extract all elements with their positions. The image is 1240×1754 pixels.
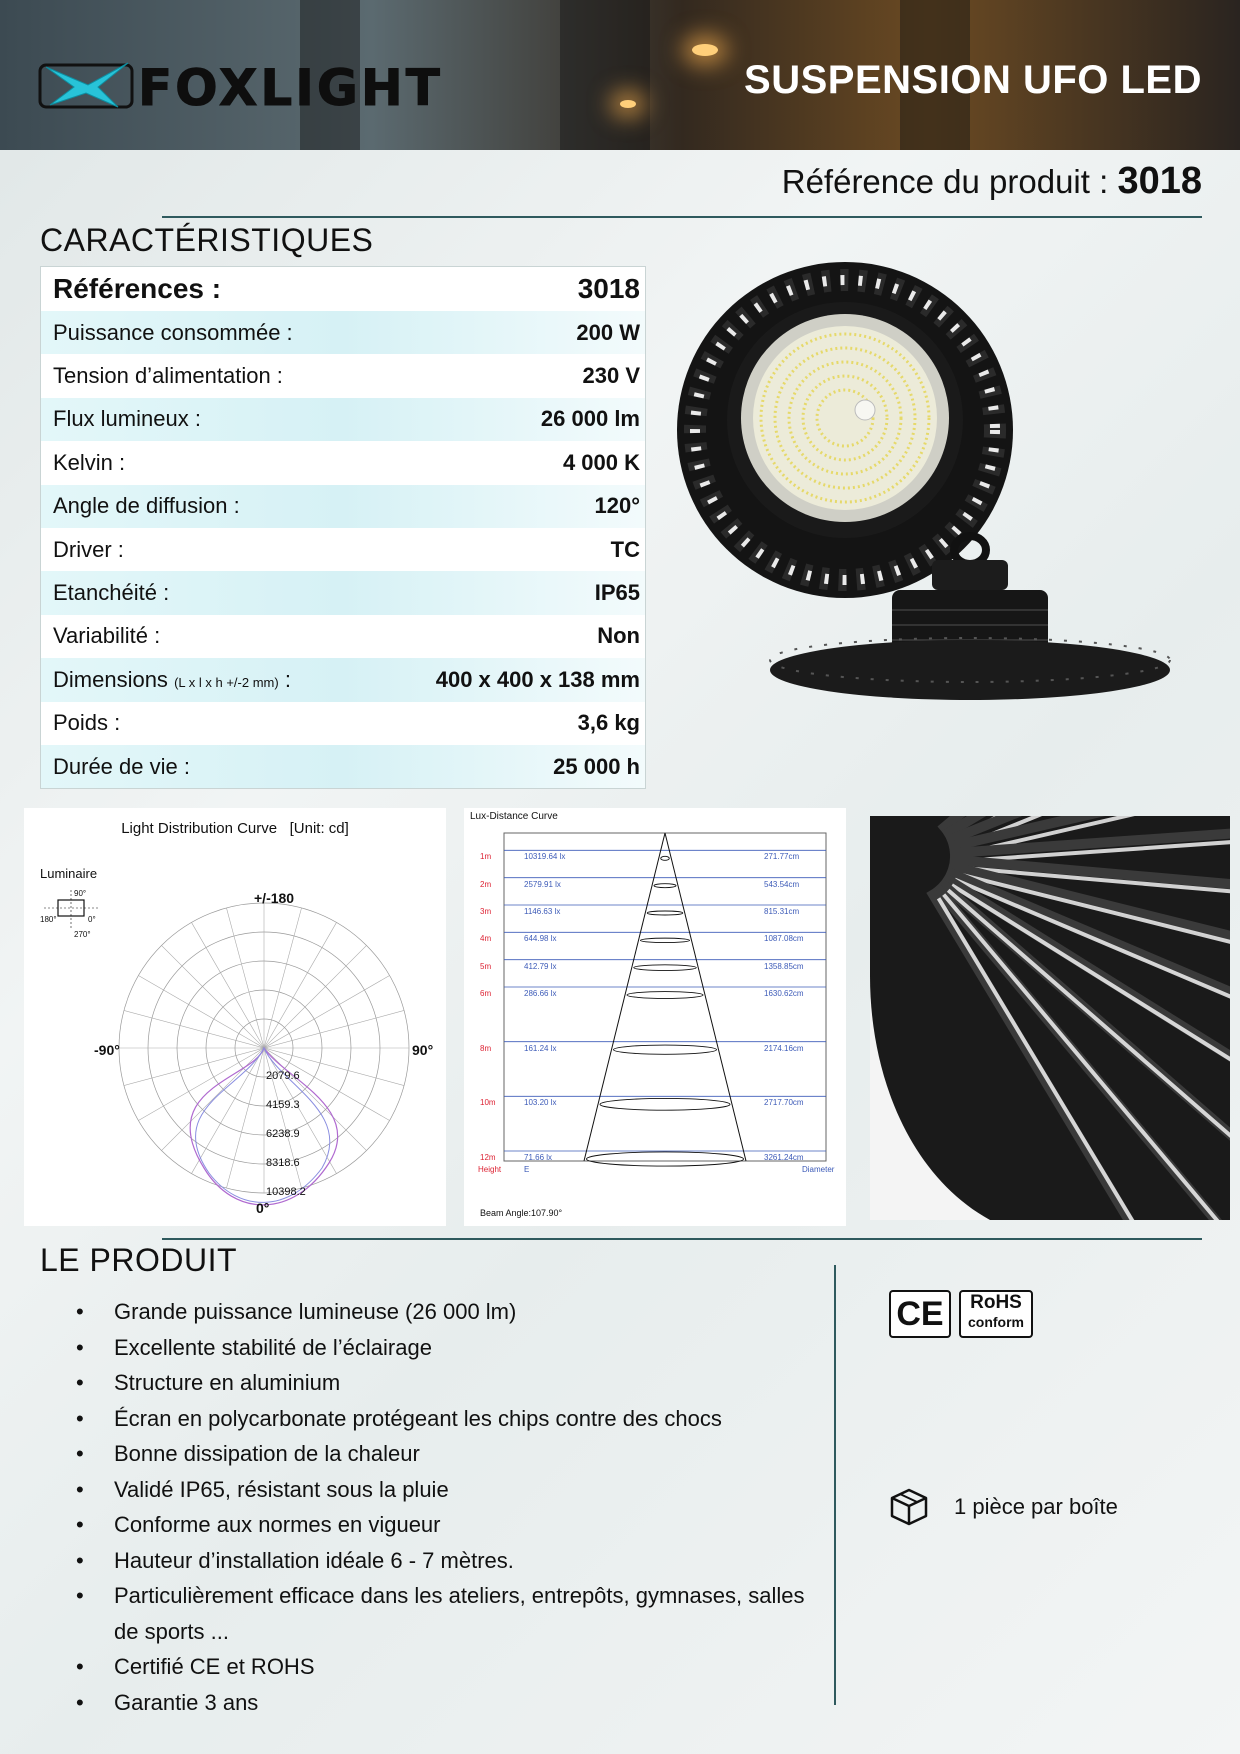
ce-mark-icon: CE — [889, 1290, 951, 1338]
table-row — [41, 615, 645, 658]
lux-illuminance-label: 2579.91 lx — [524, 879, 561, 889]
spec-label: Driver : — [53, 536, 124, 562]
lux-illuminance-label: 1146.63 lx — [524, 907, 561, 916]
lux-distance-panel — [464, 808, 846, 1226]
beam-section-ellipse — [627, 992, 703, 999]
ufo-top-view — [677, 262, 1013, 598]
spec-label: Poids : — [53, 710, 121, 736]
spec-value: 25 000 h — [553, 753, 640, 779]
luminaire-mark: 0° — [88, 915, 96, 924]
brand-name: FOXLIGHT — [138, 59, 443, 117]
product-type-title: SUSPENSION UFO LED — [744, 58, 1202, 102]
list-item: • Grande puissance lumineuse (26 000 lm) — [70, 1294, 830, 1330]
spec-value: 200 W — [576, 319, 640, 345]
angle-label-bottom: 0° — [256, 1200, 270, 1216]
column-header-height: Height — [478, 1165, 502, 1174]
lux-illuminance-label: 644.98 lx — [524, 934, 557, 944]
list-item: • Particulièrement efficace dans les ateliers, entrepôts, gymnases, salles de sports ... — [70, 1578, 830, 1649]
divider — [162, 216, 1202, 218]
polar-chart — [24, 808, 446, 1226]
angle-label-top: +/-180 — [254, 890, 295, 906]
spec-value: 4 000 K — [562, 449, 640, 475]
lux-diameter-label: 2717.70cm — [764, 1098, 804, 1108]
spec-value: 3,6 kg — [577, 710, 640, 736]
spec-label: Kelvin : — [53, 449, 126, 475]
rohs-conform-text: conform — [968, 1314, 1024, 1330]
banner-lamp-glow — [692, 44, 718, 56]
table-row — [41, 702, 645, 745]
list-item: • Bonne dissipation de la chaleur — [70, 1436, 830, 1472]
luminaire-mark: 270° — [74, 930, 91, 939]
beam-section-ellipse — [640, 938, 689, 942]
divider — [162, 1238, 1202, 1240]
beam-section-ellipse — [634, 965, 697, 971]
table-row — [41, 745, 645, 788]
table-row — [41, 528, 645, 571]
beam-section-ellipse — [654, 884, 676, 888]
angle-label-right: 90° — [412, 1042, 434, 1058]
spec-value: 3018 — [577, 273, 640, 304]
spec-label: Références : — [53, 273, 222, 304]
table-row — [41, 311, 645, 354]
spec-value: 400 x 400 x 138 mm — [435, 666, 640, 692]
rohs-conform-icon — [959, 1290, 1033, 1338]
table-row — [41, 441, 645, 484]
ring-label: 10398.2 — [266, 1186, 306, 1198]
luminaire-label: Luminaire — [40, 866, 98, 881]
lux-diameter-label: 1358.85cm — [764, 961, 804, 971]
beam-section-ellipse — [661, 856, 670, 860]
dimensions-note: (L x l x h +/-2 mm) — [174, 674, 279, 690]
box-icon — [888, 1486, 930, 1528]
column-header-diameter: Diameter — [802, 1165, 835, 1174]
light-distribution-panel — [24, 808, 446, 1226]
beam-section-ellipse — [613, 1045, 716, 1054]
lux-illuminance-label: 286.66 lx — [524, 989, 557, 998]
spec-value: 120° — [594, 493, 640, 519]
beam-section-ellipse — [647, 911, 683, 915]
lux-height-label: 2m — [480, 879, 492, 889]
specs-table — [40, 266, 646, 789]
beam-edge-left — [584, 833, 665, 1161]
list-item: • Écran en polycarbonate protégeant les chips contre des chocs — [70, 1401, 830, 1437]
ldc-unit: [Unit: cd] — [289, 820, 349, 837]
spec-label: Angle de diffusion : — [53, 493, 240, 519]
lux-height-label: 5m — [480, 961, 492, 971]
packaging-text: 1 pièce par boîte — [954, 1494, 1118, 1519]
table-row — [41, 658, 645, 701]
lux-diameter-label: 815.31cm — [764, 907, 800, 916]
ring-label: 8318.6 — [266, 1157, 300, 1169]
product-photo — [670, 260, 1210, 790]
lux-diameter-label: 1087.08cm — [764, 934, 804, 944]
table-row — [41, 571, 645, 614]
vertical-divider — [834, 1265, 836, 1705]
spec-label: Variabilité : — [53, 623, 161, 649]
product-section-title: LE PRODUIT — [40, 1242, 238, 1278]
ldc-title-text: Light Distribution Curve — [121, 820, 278, 837]
list-item: • Conforme aux normes en vigueur — [70, 1507, 830, 1543]
beam-edge-right — [665, 833, 746, 1161]
lux-level-lines — [504, 850, 826, 1166]
angle-label-left: -90° — [94, 1042, 120, 1058]
dimensions-colon: : — [284, 666, 291, 692]
table-row — [41, 398, 645, 441]
luminaire-mark: 90° — [74, 889, 87, 898]
spec-value: 230 V — [582, 363, 640, 389]
list-item: • Validé IP65, résistant sous la pluie — [70, 1472, 830, 1508]
lux-illuminance-label: 71.66 lx — [524, 1153, 553, 1162]
feature-list — [70, 1294, 830, 1720]
banner-lamp-glow — [620, 100, 636, 108]
spec-value: 26 000 lm — [540, 406, 640, 432]
luminaire-mark: 180° — [40, 915, 57, 924]
product-reference — [782, 160, 1202, 203]
reference-value: 3018 — [1117, 160, 1202, 202]
ring-label: 2079.6 — [266, 1070, 300, 1082]
lux-illuminance-label: 10319.64 lx — [524, 852, 566, 862]
lux-diameter-label: 1630.62cm — [764, 989, 804, 998]
spec-label: Etanchéité : — [53, 580, 170, 606]
lux-illuminance-label: 161.24 lx — [524, 1043, 557, 1053]
dimensions-label: Dimensions — [53, 666, 168, 692]
list-item: • Hauteur d’installation idéale 6 - 7 mètres. — [70, 1543, 830, 1579]
table-row — [41, 485, 645, 528]
beam-section-ellipse — [600, 1098, 730, 1110]
table-row — [41, 354, 645, 397]
beam-angle: Beam Angle:107.90° — [480, 1208, 563, 1218]
distribution-curve-c90 — [195, 1048, 329, 1202]
spec-label: Durée de vie : — [53, 753, 190, 779]
lux-height-label: 6m — [480, 989, 492, 998]
spec-value: Non — [597, 623, 640, 649]
reference-label: Référence du produit : — [781, 163, 1109, 200]
lux-height-label: 1m — [480, 852, 492, 862]
list-item: • Structure en aluminium — [70, 1365, 830, 1401]
beam-section-ellipse — [586, 1152, 743, 1166]
spec-label: Tension d’alimentation : — [53, 363, 283, 389]
spec-label: Flux lumineux : — [53, 406, 201, 432]
ring-label: 6238.9 — [266, 1128, 300, 1140]
spec-label — [53, 667, 291, 693]
lux-height-label: 12m — [480, 1153, 496, 1162]
lux-illuminance-label: 103.20 lx — [524, 1098, 557, 1108]
column-header-e: E — [524, 1165, 530, 1174]
lux-diameter-label: 271.77cm — [764, 852, 800, 862]
lux-height-label: 4m — [480, 934, 492, 944]
lux-illuminance-label: 412.79 lx — [524, 961, 557, 971]
ring-label: 4159.3 — [266, 1099, 300, 1111]
list-item: • Certifié CE et ROHS — [70, 1649, 830, 1685]
lux-diameter-label: 543.54cm — [764, 879, 800, 889]
lux-height-label: 3m — [480, 907, 492, 916]
lux-distance-chart — [464, 808, 846, 1226]
table-row — [41, 267, 645, 311]
lux-chart-title: Lux-Distance Curve — [470, 811, 558, 822]
fox-star-icon — [38, 55, 138, 115]
characteristics-title: CARACTÉRISTIQUES — [40, 222, 374, 258]
lux-diameter-label: 2174.16cm — [764, 1043, 804, 1053]
brand-logo — [38, 55, 508, 115]
list-item: • Garantie 3 ans — [70, 1685, 830, 1721]
spec-label: Puissance consommée : — [53, 319, 293, 345]
lux-height-label: 10m — [480, 1098, 496, 1108]
banner-background-shape — [560, 0, 650, 150]
detail-photo — [870, 816, 1230, 1220]
rohs-text: RoHS — [970, 1292, 1022, 1313]
lux-diameter-label: 3261.24cm — [764, 1153, 804, 1162]
spec-value: TC — [610, 536, 640, 562]
lux-height-label: 8m — [480, 1043, 492, 1053]
list-item: • Excellente stabilité de l’éclairage — [70, 1330, 830, 1366]
spec-value: IP65 — [594, 580, 640, 606]
header-banner — [0, 0, 1240, 150]
